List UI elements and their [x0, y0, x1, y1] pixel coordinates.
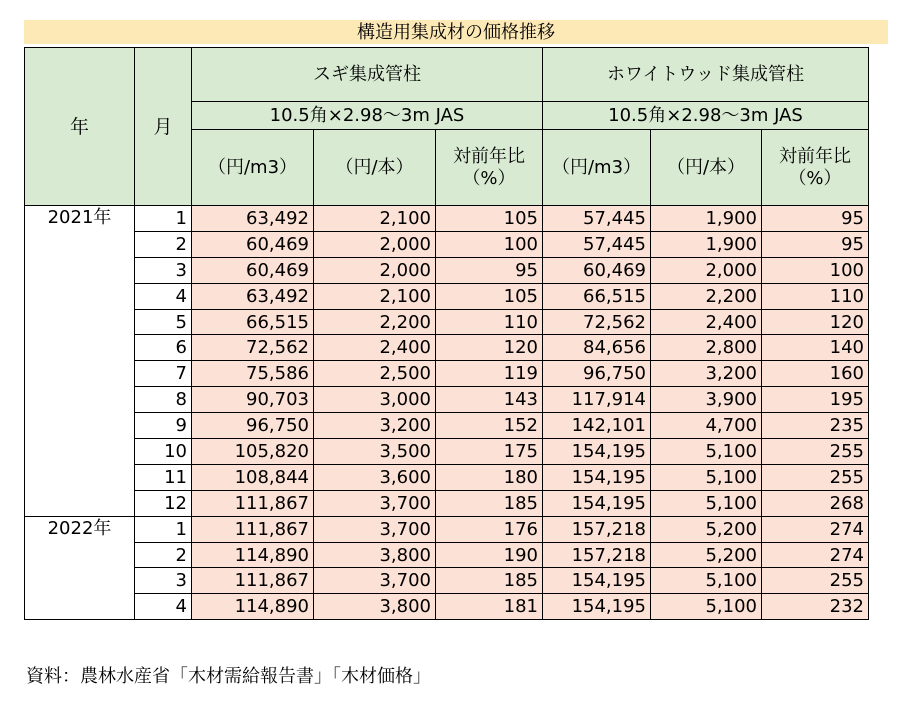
- sugi-yoy: 190: [436, 542, 543, 568]
- sugi-yoy: 152: [436, 413, 543, 439]
- sugi-yoy: 100: [436, 231, 543, 257]
- whitewood-price-per-piece: 5,100: [651, 490, 762, 516]
- sugi-unit-per-m3: （円/m3）: [192, 130, 314, 206]
- table-row: [25, 335, 869, 361]
- whitewood-price-per-piece: 3,200: [651, 361, 762, 387]
- whitewood-price-per-piece: 2,200: [651, 283, 762, 309]
- sugi-price-per-m3: 60,469: [192, 231, 314, 257]
- sugi-price-per-m3: 60,469: [192, 257, 314, 283]
- sugi-price-per-piece: 2,200: [314, 309, 436, 335]
- whitewood-price-per-piece: 5,100: [651, 594, 762, 620]
- sugi-price-per-m3: 63,492: [192, 283, 314, 309]
- sugi-price-per-m3: 111,867: [192, 516, 314, 542]
- table-row: [25, 413, 869, 439]
- month-cell: 3: [135, 257, 192, 283]
- whitewood-price-per-piece: 1,900: [651, 206, 762, 232]
- year-label: 2022年: [25, 516, 135, 620]
- whitewood-yoy: 95: [762, 206, 869, 232]
- sugi-price-per-piece: 3,000: [314, 387, 436, 413]
- whitewood-price-per-piece: 2,800: [651, 335, 762, 361]
- sugi-yoy: 180: [436, 464, 543, 490]
- sugi-yoy: 143: [436, 387, 543, 413]
- whitewood-price-per-piece: 5,100: [651, 568, 762, 594]
- month-column-header: 月: [135, 48, 192, 206]
- sugi-yoy: 95: [436, 257, 543, 283]
- sugi-price-per-m3: 114,890: [192, 594, 314, 620]
- whitewood-yoy: 95: [762, 231, 869, 257]
- table-row: [25, 309, 869, 335]
- whitewood-yoy: 255: [762, 568, 869, 594]
- whitewood-price-per-piece: 1,900: [651, 231, 762, 257]
- table-row: [25, 231, 869, 257]
- table-row: [25, 257, 869, 283]
- whitewood-yoy: 160: [762, 361, 869, 387]
- month-cell: 5: [135, 309, 192, 335]
- month-cell: 1: [135, 206, 192, 232]
- whitewood-yoy: 195: [762, 387, 869, 413]
- sugi-price-per-piece: 3,800: [314, 542, 436, 568]
- whitewood-price-per-m3: 157,218: [543, 516, 651, 542]
- sugi-price-per-m3: 96,750: [192, 413, 314, 439]
- sugi-price-per-m3: 105,820: [192, 439, 314, 465]
- sugi-price-per-m3: 108,844: [192, 464, 314, 490]
- whitewood-price-per-m3: 154,195: [543, 464, 651, 490]
- sugi-price-per-piece: 2,000: [314, 231, 436, 257]
- whitewood-price-per-piece: 2,000: [651, 257, 762, 283]
- sugi-price-per-m3: 114,890: [192, 542, 314, 568]
- whitewood-price-per-piece: 5,200: [651, 542, 762, 568]
- whitewood-unit-per-piece: （円/本）: [651, 130, 762, 206]
- whitewood-yoy: 232: [762, 594, 869, 620]
- sugi-yoy: 105: [436, 206, 543, 232]
- sugi-price-per-m3: 63,492: [192, 206, 314, 232]
- table-row: [25, 568, 869, 594]
- table-row: [25, 387, 869, 413]
- source-note: 資料：農林水産省「木材需給報告書」「木材価格」: [26, 666, 431, 687]
- sugi-price-per-piece: 3,700: [314, 568, 436, 594]
- whitewood-yoy: 120: [762, 309, 869, 335]
- whitewood-unit-yoy: 対前年比 （%）: [762, 130, 869, 206]
- whitewood-price-per-piece: 5,200: [651, 516, 762, 542]
- whitewood-yoy: 274: [762, 516, 869, 542]
- year-label: 2021年: [25, 206, 135, 517]
- whitewood-price-per-m3: 57,445: [543, 231, 651, 257]
- sugi-price-per-piece: 2,500: [314, 361, 436, 387]
- whitewood-price-per-m3: 57,445: [543, 206, 651, 232]
- whitewood-yoy: 274: [762, 542, 869, 568]
- table-row: [25, 361, 869, 387]
- table-row: [25, 206, 869, 232]
- month-cell: 11: [135, 464, 192, 490]
- table-row: [25, 464, 869, 490]
- sugi-unit-per-piece: （円/本）: [314, 130, 436, 206]
- year-column-header: 年: [25, 48, 135, 206]
- whitewood-price-per-m3: 142,101: [543, 413, 651, 439]
- whitewood-price-per-piece: 5,100: [651, 439, 762, 465]
- sugi-yoy: 105: [436, 283, 543, 309]
- whitewood-price-per-m3: 72,562: [543, 309, 651, 335]
- whitewood-unit-per-m3: （円/m3）: [543, 130, 651, 206]
- whitewood-spec-header: 10.5角×2.98～3m JAS: [543, 102, 869, 130]
- whitewood-yoy: 140: [762, 335, 869, 361]
- whitewood-yoy: 110: [762, 283, 869, 309]
- sugi-yoy: 185: [436, 568, 543, 594]
- price-table: [24, 47, 869, 620]
- table-row: [25, 439, 869, 465]
- month-cell: 3: [135, 568, 192, 594]
- whitewood-price-per-piece: 3,900: [651, 387, 762, 413]
- whitewood-price-per-m3: 66,515: [543, 283, 651, 309]
- whitewood-price-per-m3: 84,656: [543, 335, 651, 361]
- whitewood-price-per-piece: 2,400: [651, 309, 762, 335]
- sugi-price-per-m3: 72,562: [192, 335, 314, 361]
- whitewood-price-per-m3: 154,195: [543, 594, 651, 620]
- month-cell: 2: [135, 231, 192, 257]
- whitewood-yoy: 255: [762, 464, 869, 490]
- sugi-yoy: 119: [436, 361, 543, 387]
- whitewood-yoy: 255: [762, 439, 869, 465]
- whitewood-price-per-m3: 96,750: [543, 361, 651, 387]
- sugi-yoy: 120: [436, 335, 543, 361]
- table-row: [25, 283, 869, 309]
- month-cell: 2: [135, 542, 192, 568]
- whitewood-yoy: 100: [762, 257, 869, 283]
- sugi-yoy: 110: [436, 309, 543, 335]
- table-title: 構造用集成材の価格推移: [24, 20, 888, 44]
- sugi-price-per-piece: 3,500: [314, 439, 436, 465]
- whitewood-price-per-m3: 154,195: [543, 439, 651, 465]
- whitewood-price-per-m3: 60,469: [543, 257, 651, 283]
- whitewood-price-per-m3: 154,195: [543, 568, 651, 594]
- sugi-yoy: 185: [436, 490, 543, 516]
- month-cell: 10: [135, 439, 192, 465]
- sugi-yoy: 176: [436, 516, 543, 542]
- sugi-price-per-piece: 2,100: [314, 206, 436, 232]
- sugi-unit-yoy: 対前年比 （%）: [436, 130, 543, 206]
- month-cell: 7: [135, 361, 192, 387]
- whitewood-price-per-piece: 5,100: [651, 464, 762, 490]
- month-cell: 4: [135, 594, 192, 620]
- sugi-price-per-piece: 3,200: [314, 413, 436, 439]
- month-cell: 12: [135, 490, 192, 516]
- sugi-price-per-piece: 3,600: [314, 464, 436, 490]
- table-row: [25, 490, 869, 516]
- whitewood-price-per-piece: 4,700: [651, 413, 762, 439]
- sugi-yoy: 175: [436, 439, 543, 465]
- month-cell: 6: [135, 335, 192, 361]
- whitewood-price-per-m3: 157,218: [543, 542, 651, 568]
- month-cell: 4: [135, 283, 192, 309]
- table-row: [25, 542, 869, 568]
- month-cell: 8: [135, 387, 192, 413]
- sugi-price-per-piece: 2,100: [314, 283, 436, 309]
- whitewood-yoy: 235: [762, 413, 869, 439]
- sugi-price-per-m3: 75,586: [192, 361, 314, 387]
- table-row: [25, 594, 869, 620]
- whitewood-price-per-m3: 117,914: [543, 387, 651, 413]
- sugi-price-per-piece: 3,800: [314, 594, 436, 620]
- sugi-price-per-m3: 111,867: [192, 490, 314, 516]
- whitewood-group-header: ホワイトウッド集成管柱: [543, 48, 869, 102]
- whitewood-price-per-m3: 154,195: [543, 490, 651, 516]
- table-row: [25, 516, 869, 542]
- sugi-yoy: 181: [436, 594, 543, 620]
- month-cell: 9: [135, 413, 192, 439]
- whitewood-yoy: 268: [762, 490, 869, 516]
- sugi-price-per-piece: 2,000: [314, 257, 436, 283]
- sugi-price-per-piece: 2,400: [314, 335, 436, 361]
- month-cell: 1: [135, 516, 192, 542]
- sugi-group-header: スギ集成管柱: [192, 48, 543, 102]
- sugi-spec-header: 10.5角×2.98～3m JAS: [192, 102, 543, 130]
- sugi-price-per-piece: 3,700: [314, 490, 436, 516]
- sugi-price-per-piece: 3,700: [314, 516, 436, 542]
- sugi-price-per-m3: 66,515: [192, 309, 314, 335]
- sugi-price-per-m3: 90,703: [192, 387, 314, 413]
- sugi-price-per-m3: 111,867: [192, 568, 314, 594]
